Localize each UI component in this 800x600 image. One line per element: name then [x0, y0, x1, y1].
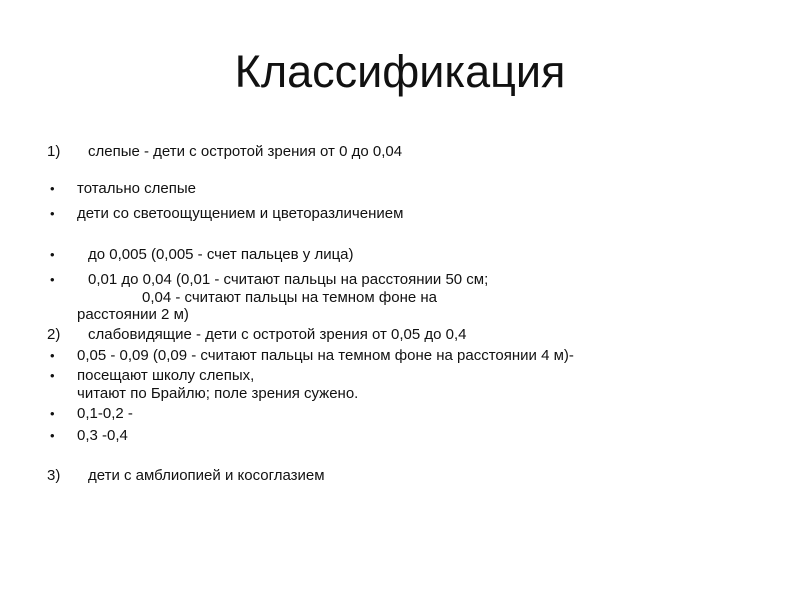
bullet-item-blind-school: посещают школу слепых, [77, 367, 255, 384]
list-number-1: 1) [47, 143, 61, 160]
bullet-item-totally-blind: тотально слепые [77, 180, 196, 197]
list-item-2-text: слабовидящие - дети с остротой зрения от 0,05 до 0,4 [88, 326, 467, 343]
list-number-2: 2) [47, 326, 61, 343]
slide-title: Классификация [234, 46, 566, 97]
bullet-icon: • [50, 368, 55, 383]
bullet-item-01-02: 0,1-0,2 - [77, 405, 133, 422]
bullet-item-005-009: 0,05 - 0,09 (0,09 - считают пальцы на темном фоне на расстоянии 4 м)- [77, 347, 574, 364]
bullet-icon: • [50, 348, 55, 363]
bullet-icon: • [50, 206, 55, 221]
bullet-item-001-004-cont1: 0,04 - считают пальцы на темном фоне на [142, 289, 437, 306]
bullet-item-001-004: 0,01 до 0,04 (0,01 - считают пальцы на расстоянии 50 см; [88, 271, 489, 288]
bullet-item-light-perception: дети со светоощущением и цветоразличением [77, 205, 404, 222]
bullet-icon: • [50, 406, 55, 421]
bullet-item-001-004-cont2: расстоянии 2 м) [77, 306, 189, 323]
list-item-1-text: слепые - дети с остротой зрения от 0 до 0,04 [88, 143, 403, 160]
list-item-3-text: дети с амблиопией и косоглазием [88, 467, 325, 484]
bullet-item-blind-school-cont: читают по Брайлю; поле зрения сужено. [77, 385, 359, 402]
bullet-icon: • [50, 428, 55, 443]
bullet-item-03-04: 0,3 -0,4 [77, 427, 128, 444]
bullet-item-0005: до 0,005 (0,005 - счет пальцев у лица) [88, 246, 354, 263]
bullet-icon: • [50, 247, 55, 262]
list-number-3: 3) [47, 467, 61, 484]
bullet-icon: • [50, 272, 55, 287]
bullet-icon: • [50, 181, 55, 196]
